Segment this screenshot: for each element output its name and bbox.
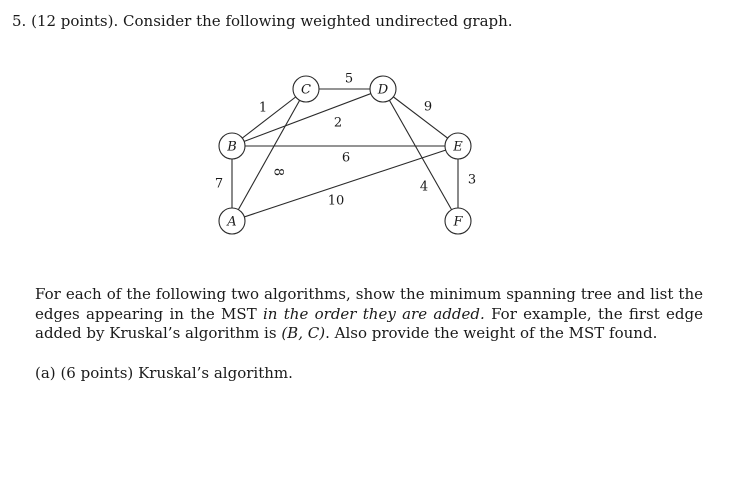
part-a-points: (6 points) xyxy=(60,364,134,382)
edge-weight-b-a: 7 xyxy=(214,176,224,192)
node-label-c: C xyxy=(301,82,311,98)
node-e xyxy=(445,133,471,159)
edge-weight-c-a: 8 xyxy=(270,167,286,177)
node-label-d: D xyxy=(377,82,389,98)
edge-weight-a-e: 10 xyxy=(327,193,345,209)
edge-d-f xyxy=(383,89,458,221)
instructions-emphasis: in the order they are added. xyxy=(263,304,485,323)
node-label-b: B xyxy=(227,139,237,155)
node-a xyxy=(219,208,245,234)
edge-d-e xyxy=(383,89,458,146)
edge-b-c xyxy=(232,89,306,146)
edge-weight-b-c: 1 xyxy=(258,100,268,116)
part-a-text: Kruskal’s algorithm. xyxy=(138,364,293,382)
edge-weight-d-e: 9 xyxy=(423,99,433,115)
part-a-label: (a) xyxy=(35,364,56,382)
instructions-text-3: . Also provide the weight of the MST found. xyxy=(325,324,658,342)
question-prompt: Consider the following weighted undirected graph. xyxy=(123,12,513,30)
edge-weight-c-d: 5 xyxy=(344,71,354,87)
node-f xyxy=(445,208,471,234)
node-d xyxy=(370,76,396,102)
node-label-e: E xyxy=(453,139,463,155)
example-edge: (B, C) xyxy=(281,324,326,342)
edge-weight-d-f: 4 xyxy=(419,179,429,195)
node-label-a: A xyxy=(227,214,237,230)
edge-weight-b-e: 6 xyxy=(341,150,351,166)
edge-weight-e-f: 3 xyxy=(467,172,477,188)
node-c xyxy=(293,76,319,102)
edge-weight-b-d: 2 xyxy=(333,115,343,131)
instructions-paragraph xyxy=(35,285,703,344)
node-label-f: F xyxy=(453,214,463,230)
instructions-text-1: For each of the following two algorithms, show the minimum spanning tree and list the edges appearing in the MST xyxy=(35,285,703,323)
question-points: (12 points). xyxy=(31,12,119,30)
node-b xyxy=(219,133,245,159)
part-a xyxy=(35,364,293,382)
question-number: 5. xyxy=(12,12,27,30)
graph-edge-weights xyxy=(215,72,476,209)
instructions-text-2: For example, the first edge added by Kruskal’s algorithm is xyxy=(35,304,704,342)
edge-c-a xyxy=(232,89,306,221)
